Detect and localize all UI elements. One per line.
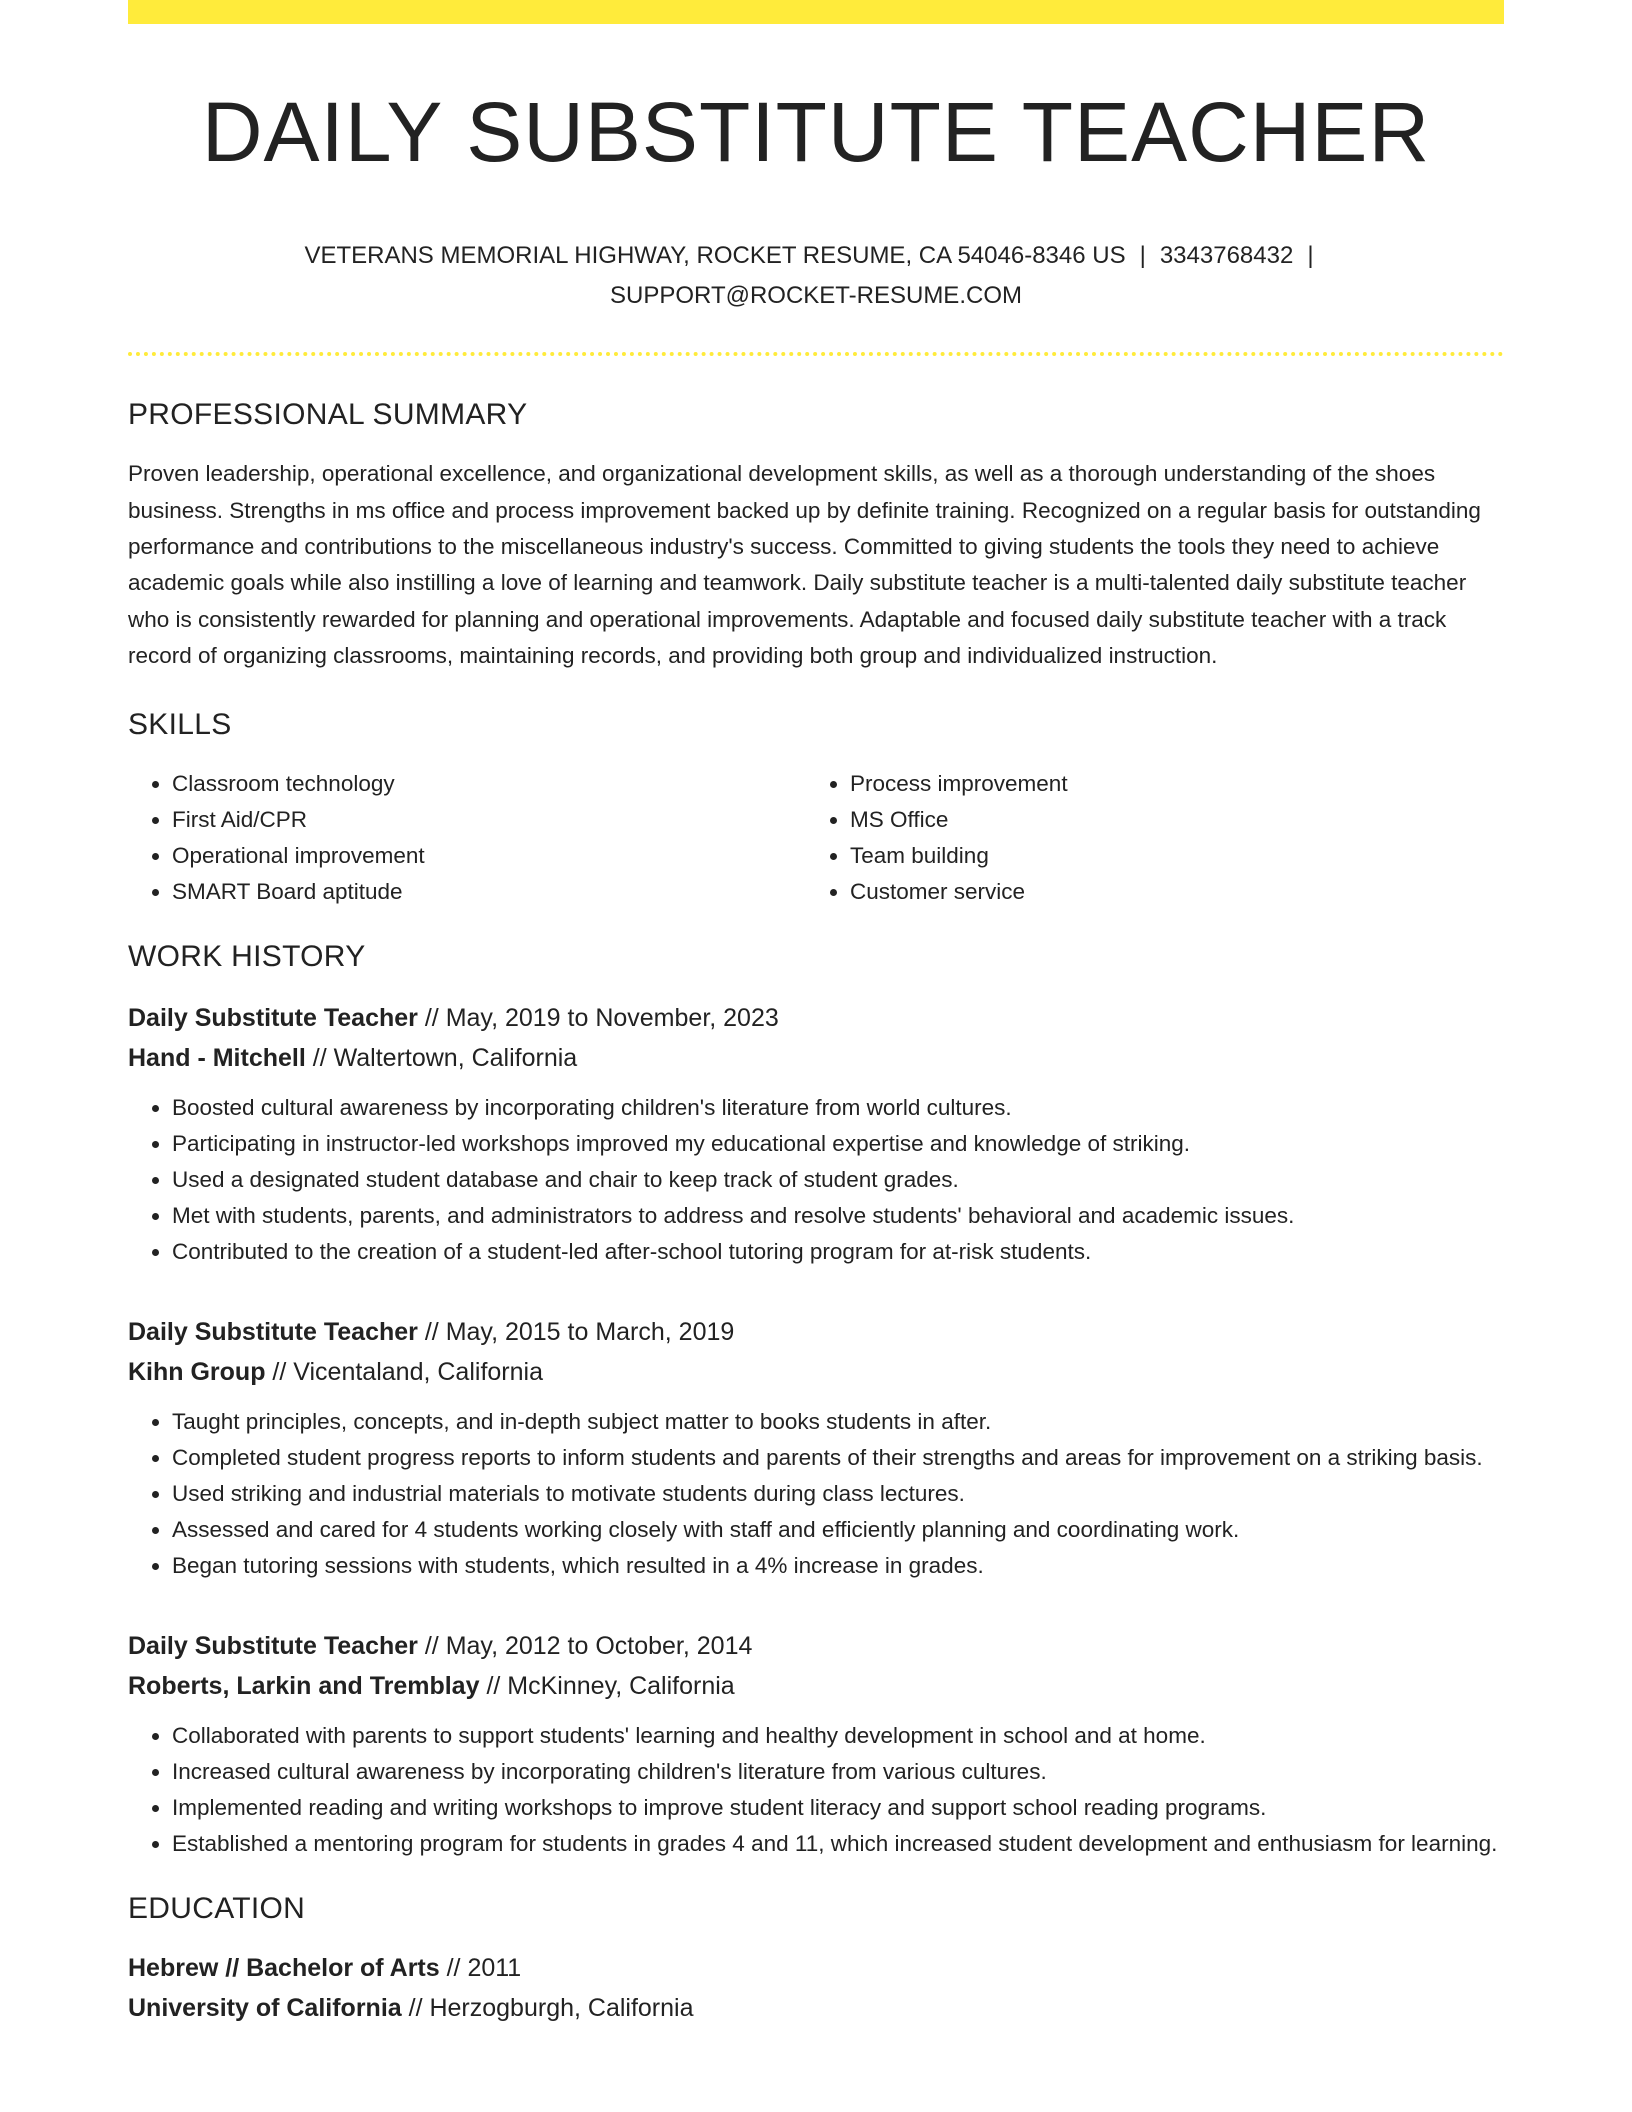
job-bullet: • Completed student progress reports to inform students and parents of their strengths and areas for improvement on a striking basis. <box>172 1440 1504 1476</box>
job-role: Daily Substitute Teacher <box>128 1318 418 1347</box>
job-entry <box>128 1312 1504 1584</box>
summary-text: Proven leadership, operational excellence, and organizational development skills, as well as a thorough understanding of the shoes business. Strengths in ms office and process improvement backed up by definite training. Recognized on a regular basis for outstanding performance and contributions to the miscellaneous industry's success. Committed to giving students the tools they need to achieve academic goals while also instilling a love of learning and teamwork. Daily substitute teacher is a multi-talented daily substitute teacher who is consistently rewarded for planning and operational improvements. Adaptable and focused daily substitute teacher with a track record of organizing classrooms, maintaining records, and providing both group and individualized instruction. <box>128 461 1481 668</box>
contact-separator: | <box>1139 242 1146 270</box>
education-degree: Hebrew // Bachelor of Arts <box>128 1954 440 1983</box>
job-bullet: • Assessed and cared for 4 students working closely with staff and efficiently planning and coordinating work. <box>172 1512 1504 1548</box>
contact-email: SUPPORT@ROCKET-RESUME.COM <box>610 282 1022 310</box>
contact-address: VETERANS MEMORIAL HIGHWAY, ROCKET RESUME, CA 54046-8346 US <box>304 242 1126 270</box>
job-delimiter: // <box>417 1318 446 1347</box>
education-delimiter: // <box>401 1994 430 2023</box>
job-bullet: • Used striking and industrial materials to motivate students during class lectures. <box>172 1476 1504 1512</box>
job-role: Daily Substitute Teacher <box>128 1004 418 1033</box>
job-company-line <box>128 1352 1504 1392</box>
education-delimiter: // <box>439 1954 468 1983</box>
education-school: University of California <box>128 1994 402 2023</box>
job-bullet: • Collaborated with parents to support students' learning and healthy development in school and at home. <box>172 1718 1504 1754</box>
job-bullet: • Began tutoring sessions with students, which resulted in a 4% increase in grades. <box>172 1548 1504 1584</box>
education-degree-line <box>128 1948 1504 1988</box>
job-company-line <box>128 1038 1504 1078</box>
job-delimiter: // <box>305 1044 334 1073</box>
job-bullet: • Implemented reading and writing workshops to improve student literacy and support school reading programs. <box>172 1790 1504 1826</box>
resume-page <box>128 0 1504 2028</box>
job-entry <box>128 998 1504 1270</box>
job-dates: May, 2015 to March, 2019 <box>445 1318 735 1347</box>
skill-item: • Operational improvement <box>172 838 806 874</box>
resume-name: DAILY SUBSTITUTE TEACHER <box>201 85 1431 179</box>
contact-phone: 3343768432 <box>1159 242 1294 270</box>
skills-heading: SKILLS <box>128 708 232 742</box>
education-entry <box>128 1948 1504 2028</box>
job-bullet: • Met with students, parents, and administrators to address and resolve students' behavioral and academic issues. <box>172 1198 1504 1234</box>
dotted-divider <box>128 352 1504 356</box>
job-dates: May, 2012 to October, 2014 <box>445 1632 753 1661</box>
job-title-line <box>128 998 1504 1038</box>
skill-item: • Classroom technology <box>172 766 806 802</box>
education-heading: EDUCATION <box>128 1892 306 1926</box>
contact-info <box>128 236 1504 316</box>
job-company: Roberts, Larkin and Tremblay <box>128 1672 480 1701</box>
job-title-line <box>128 1626 1504 1666</box>
job-delimiter: // <box>417 1004 446 1033</box>
job-bullet: • Established a mentoring program for students in grades 4 and 11, which increased student development and enthusiasm for learning. <box>172 1826 1504 1862</box>
skill-item: • First Aid/CPR <box>172 802 806 838</box>
skill-item: • Team building <box>850 838 1484 874</box>
job-role: Daily Substitute Teacher <box>128 1632 418 1661</box>
contact-separator: | <box>1307 242 1314 270</box>
job-bullets <box>128 1404 1504 1584</box>
skill-item: • SMART Board aptitude <box>172 874 806 910</box>
job-company-line <box>128 1666 1504 1706</box>
job-location: McKinney, California <box>507 1672 735 1701</box>
job-bullet: • Participating in instructor-led workshops improved my educational expertise and knowledge of striking. <box>172 1126 1504 1162</box>
job-company: Kihn Group <box>128 1358 266 1387</box>
job-delimiter: // <box>417 1632 446 1661</box>
education-school-line <box>128 1988 1504 2028</box>
skills-column-left <box>128 766 806 910</box>
skill-item: • Process improvement <box>850 766 1484 802</box>
education-year: 2011 <box>467 1954 522 1983</box>
accent-top-bar <box>128 0 1504 24</box>
job-delimiter: // <box>265 1358 294 1387</box>
job-bullet: • Boosted cultural awareness by incorporating children's literature from world cultures. <box>172 1090 1504 1126</box>
job-bullets <box>128 1718 1504 1862</box>
education-location: Herzogburgh, California <box>429 1994 694 2023</box>
skill-item: • Customer service <box>850 874 1484 910</box>
job-dates: May, 2019 to November, 2023 <box>445 1004 779 1033</box>
job-bullets <box>128 1090 1504 1270</box>
job-delimiter: // <box>479 1672 508 1701</box>
job-location: Waltertown, California <box>333 1044 578 1073</box>
skill-item: • MS Office <box>850 802 1484 838</box>
job-location: Vicentaland, California <box>293 1358 543 1387</box>
job-title-line <box>128 1312 1504 1352</box>
job-entry <box>128 1626 1504 1862</box>
skills-list <box>128 766 1504 910</box>
work-history-heading: WORK HISTORY <box>128 940 366 974</box>
job-bullet: • Contributed to the creation of a student-led after-school tutoring program for at-risk students. <box>172 1234 1504 1270</box>
job-company: Hand - Mitchell <box>128 1044 306 1073</box>
job-bullet: • Used a designated student database and chair to keep track of student grades. <box>172 1162 1504 1198</box>
job-bullet: • Taught principles, concepts, and in-depth subject matter to books students in after. <box>172 1404 1504 1440</box>
skills-column-right <box>806 766 1484 910</box>
job-bullet: • Increased cultural awareness by incorporating children's literature from various cultures. <box>172 1754 1504 1790</box>
summary-heading: PROFESSIONAL SUMMARY <box>128 398 528 432</box>
